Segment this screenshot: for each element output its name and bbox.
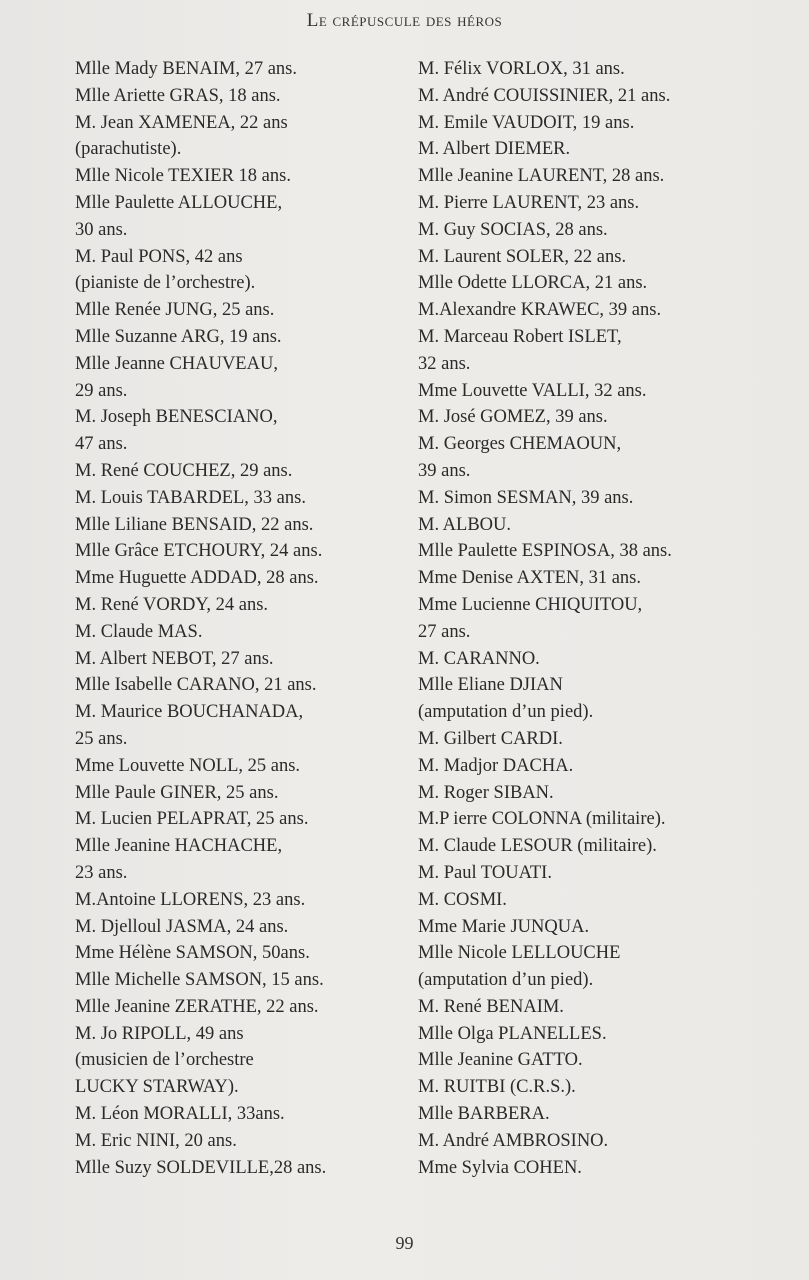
victim-entry-line: M. Jo RIPOLL, 49 ans — [75, 1023, 244, 1044]
victim-entry-line: Mlle Jeanine LAURENT, 28 ans. — [418, 166, 665, 187]
victim-entry-line: Mlle Nicole TEXIER 18 ans. — [75, 166, 291, 187]
victim-entry-line: Mlle Jeanine ZERATHE, 22 ans. — [75, 996, 319, 1017]
victim-entry-line: M. Roger SIBAN. — [418, 782, 554, 803]
victim-entry-line: M. Eric NINI, 20 ans. — [75, 1130, 237, 1151]
victim-entry-line: M. Jean XAMENEA, 22 ans — [75, 112, 288, 133]
victim-entry-line: (pianiste de l’orchestre). — [75, 273, 256, 294]
victim-entry-line: M. André COUISSINIER, 21 ans. — [418, 85, 671, 106]
victim-entry-line: 23 ans. — [75, 862, 128, 883]
victim-entry-line: M. José GOMEZ, 39 ans. — [418, 407, 608, 428]
victim-entry-line: Mlle Suzy SOLDEVILLE,28 ans. — [75, 1157, 327, 1178]
victim-entry-line: M. André AMBROSINO. — [418, 1130, 609, 1151]
victim-entry-line: M. Gilbert CARDI. — [418, 728, 563, 749]
victim-entry-line: 29 ans. — [75, 380, 128, 401]
victim-entry-line: (amputation d’un pied). — [418, 702, 594, 723]
victim-entry-line: M. Paul TOUATI. — [418, 862, 552, 883]
victim-entry-line: M. Pierre LAURENT, 23 ans. — [418, 192, 640, 213]
victim-entry-line: M. Louis TABARDEL, 33 ans. — [75, 487, 306, 508]
victim-entry-line: 47 ans. — [75, 434, 128, 455]
victim-entry-line: M. Claude LESOUR (militaire). — [418, 836, 657, 857]
victim-entry-line: M. René COUCHEZ, 29 ans. — [75, 460, 293, 481]
victim-entry-line: (musicien de l’orchestre — [75, 1050, 254, 1071]
running-head: Le crépuscule des héros — [306, 10, 503, 31]
victim-entry-line: M. ALBOU. — [418, 514, 512, 535]
victim-entry-line: M. Madjor DACHA. — [418, 755, 574, 776]
victim-entry-line: Mme Hélène SAMSON, 50ans. — [75, 943, 310, 964]
victim-entry-line: M. Albert DIEMER. — [418, 139, 571, 160]
victim-entry-line: Mlle Jeanine HACHACHE, — [75, 836, 283, 857]
victim-entry-line: Mlle Mady BENAIM, 27 ans. — [75, 59, 297, 79]
victim-entry-line: Mlle Nicole LELLOUCHE — [418, 943, 621, 964]
victim-entry-line: M. Laurent SOLER, 22 ans. — [418, 246, 627, 267]
victim-entry-line: Mlle Eliane DJIAN — [418, 675, 563, 696]
victim-entry-line: Mlle Jeanine GATTO. — [418, 1050, 583, 1071]
victim-entry-line: M. Marceau Robert ISLET, — [418, 326, 622, 347]
victim-entry-line: M. CARANNO. — [418, 648, 540, 669]
victim-entry-line: M. Simon SESMAN, 39 ans. — [418, 487, 634, 508]
victim-entry-line: Mlle Paulette ESPINOSA, 38 ans. — [418, 541, 672, 562]
victim-entry-line: LUCKY STARWAY). — [75, 1077, 239, 1098]
victim-entry-line: Mlle Jeanne CHAUVEAU, — [75, 353, 278, 374]
victim-entry-line: Mme Sylvia COHEN. — [418, 1157, 582, 1178]
victim-entry-line: M. COSMI. — [418, 889, 507, 910]
victim-entry-line: 39 ans. — [418, 460, 471, 481]
victim-entry-line: Mlle Liliane BENSAID, 22 ans. — [75, 514, 314, 535]
victim-entry-line: M.Alexandre KRAWEC, 39 ans. — [418, 300, 662, 321]
victim-entry-line: M. Albert NEBOT, 27 ans. — [75, 648, 274, 669]
victim-entry-line: Mlle Odette LLORCA, 21 ans. — [418, 273, 648, 294]
victim-entry-line: Mlle Isabelle CARANO, 21 ans. — [75, 675, 317, 696]
page-number: 99 — [395, 1233, 414, 1253]
victim-entry-line: Mlle Suzanne ARG, 19 ans. — [75, 326, 282, 347]
victim-entry-line: M. Félix VORLOX, 31 ans. — [418, 59, 625, 79]
victim-entry-line: M. Georges CHEMAOUN, — [418, 434, 622, 455]
victim-entry-line: Mme Louvette NOLL, 25 ans. — [75, 755, 301, 776]
victim-entry-line: M. Claude MAS. — [75, 621, 203, 642]
victim-entry-line: M. RUITBI (C.R.S.). — [418, 1077, 576, 1098]
victim-entry-line: Mlle Paulette ALLOUCHE, — [75, 192, 283, 213]
left-column — [75, 56, 375, 1181]
victim-entry-line: 30 ans. — [75, 219, 128, 240]
victim-entry-line: M. Guy SOCIAS, 28 ans. — [418, 219, 608, 240]
victim-entry-line: M. Emile VAUDOIT, 19 ans. — [418, 112, 635, 133]
victim-entry-line: M.P ierre COLONNA (militaire). — [418, 809, 666, 830]
victim-entry-line: Mlle Ariette GRAS, 18 ans. — [75, 85, 281, 106]
victim-entry-line: M.Antoine LLORENS, 23 ans. — [75, 889, 306, 910]
victim-entry-line: M. Joseph BENESCIANO, — [75, 407, 278, 428]
victim-entry-line: M. René VORDY, 24 ans. — [75, 594, 269, 615]
right-column — [418, 56, 718, 1181]
victim-entry-line: Mlle Michelle SAMSON, 15 ans. — [75, 970, 324, 991]
victim-entry-line: Mme Denise AXTEN, 31 ans. — [418, 568, 641, 589]
victim-entry-line: Mlle Renée JUNG, 25 ans. — [75, 300, 275, 321]
victim-entry-line: Mme Lucienne CHIQUITOU, — [418, 594, 643, 615]
victim-entry-line: 32 ans. — [418, 353, 471, 374]
victim-entry-line: (parachutiste). — [75, 139, 182, 160]
victim-entry-line: M. Lucien PELAPRAT, 25 ans. — [75, 809, 309, 830]
victim-entry-line: Mme Huguette ADDAD, 28 ans. — [75, 568, 319, 589]
victim-entry-line: 27 ans. — [418, 621, 471, 642]
victim-entry-line: Mme Marie JUNQUA. — [418, 916, 590, 937]
victim-entry-line: M. René BENAIM. — [418, 996, 564, 1017]
victim-entry-line: Mlle Olga PLANELLES. — [418, 1023, 607, 1044]
victim-entry-line: Mlle Grâce ETCHOURY, 24 ans. — [75, 541, 323, 562]
victim-entry-line: M. Léon MORALLI, 33ans. — [75, 1104, 285, 1125]
victim-entry-line: M. Maurice BOUCHANADA, — [75, 702, 304, 723]
victim-entry-line: M. Paul PONS, 42 ans — [75, 246, 243, 267]
victim-entry-line: (amputation d’un pied). — [418, 970, 594, 991]
victim-entry-line: M. Djelloul JASMA, 24 ans. — [75, 916, 289, 937]
victim-entry-line: Mme Louvette VALLI, 32 ans. — [418, 380, 647, 401]
victim-entry-line: Mlle Paule GINER, 25 ans. — [75, 782, 279, 803]
victim-entry-line: 25 ans. — [75, 728, 128, 749]
victim-entry-line: Mlle BARBERA. — [418, 1104, 550, 1125]
